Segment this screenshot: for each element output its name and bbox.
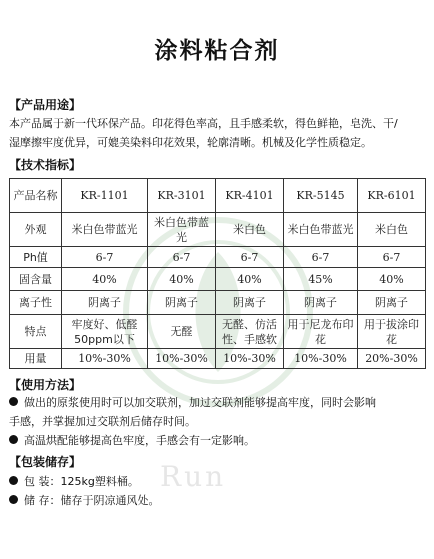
table-cell: 用于拔涂印花 (358, 315, 426, 349)
table-cell: 米白色带蓝光 (284, 213, 358, 247)
method-item (9, 393, 429, 412)
method-item (9, 431, 429, 450)
table-cell: 40% (148, 268, 216, 291)
table-row (10, 349, 426, 369)
table-cell: 用于尼龙布印花 (284, 315, 358, 349)
table-row (10, 247, 426, 268)
table-cell: 无醛 (148, 315, 216, 349)
table-cell: 6-7 (284, 247, 358, 268)
table-row (10, 213, 426, 247)
table-cell: 外观 (10, 213, 62, 247)
method-item-continued (9, 412, 429, 431)
usage-heading: 【产品用途】 (9, 98, 82, 112)
table-cell: 45% (284, 268, 358, 291)
table-cell: 离子性 (10, 291, 62, 315)
usage-paragraph (9, 114, 429, 152)
table-header-cell: KR-1101 (62, 179, 148, 213)
table-cell: 10%-30% (148, 349, 216, 369)
table-cell: 6-7 (62, 247, 148, 268)
table-cell: 米白色带蓝光 (148, 213, 216, 247)
table-header-row (10, 179, 426, 213)
bullet-dot-icon (9, 476, 18, 485)
table-cell: 40% (62, 268, 148, 291)
table-cell: 米白色 (216, 213, 284, 247)
table-cell: 6-7 (216, 247, 284, 268)
table-cell: 米白色 (358, 213, 426, 247)
spec-table (9, 178, 426, 369)
table-header-cell: KR-5145 (284, 179, 358, 213)
page-title: 涂料粘合剂 (154, 38, 280, 64)
pack-text: 包 装：125kg塑料桶。 (24, 475, 139, 488)
method-text: 做出的原浆使用时可以加交联剂，加过交联剂能够提高牢度，同时会影响 (24, 396, 376, 409)
table-cell: 40% (358, 268, 426, 291)
table-row (10, 291, 426, 315)
table-cell: 特点 (10, 315, 62, 349)
table-cell: 无醛、仿活性、手感软 (216, 315, 284, 349)
table-cell: 牢度好、低醛50ppm以下 (62, 315, 148, 349)
table-header-cell: KR-4101 (216, 179, 284, 213)
table-cell: 6-7 (148, 247, 216, 268)
method-text: 高温烘配能够提高色牢度，手感会有一定影响。 (24, 434, 255, 447)
bullet-dot-icon (9, 435, 18, 444)
table-row (10, 268, 426, 291)
pack-heading: 【包装储存】 (9, 455, 82, 469)
table-cell: 20%-30% (358, 349, 426, 369)
table-cell: 10%-30% (216, 349, 284, 369)
table-header-cell: KR-6101 (358, 179, 426, 213)
watermark-text: Run (160, 460, 227, 493)
table-header-cell: KR-3101 (148, 179, 216, 213)
usage-line: 本产品属于新一代环保产品。印花得色率高，且手感柔软，得色鲜艳，皂洗、干/ (9, 117, 398, 130)
table-cell: 米白色带蓝光 (62, 213, 148, 247)
table-cell: 40% (216, 268, 284, 291)
table-cell: 10%-30% (62, 349, 148, 369)
table-cell: 阴离子 (284, 291, 358, 315)
table-cell: 阴离子 (62, 291, 148, 315)
table-cell: 阴离子 (358, 291, 426, 315)
table-cell: 用量 (10, 349, 62, 369)
table-cell: Ph值 (10, 247, 62, 268)
usage-line: 湿摩擦牢度优异，可媲美染料印花效果，轮廓清晰。机械及化学性质稳定。 (9, 136, 372, 149)
table-cell: 固含量 (10, 268, 62, 291)
table-header-cell: 产品名称 (10, 179, 62, 213)
method-heading: 【使用方法】 (9, 378, 82, 392)
table-row (10, 315, 426, 349)
table-cell: 阴离子 (148, 291, 216, 315)
table-cell: 10%-30% (284, 349, 358, 369)
table-cell: 6-7 (358, 247, 426, 268)
table-cell: 阴离子 (216, 291, 284, 315)
pack-text: 储 存：储存于阴凉通风处。 (24, 494, 160, 507)
bullet-dot-icon (9, 397, 18, 406)
pack-item (9, 491, 429, 510)
spec-heading: 【技术指标】 (9, 158, 82, 172)
method-text: 手感，并掌握加过交联剂后储存时间。 (9, 415, 196, 428)
bullet-dot-icon (9, 495, 18, 504)
